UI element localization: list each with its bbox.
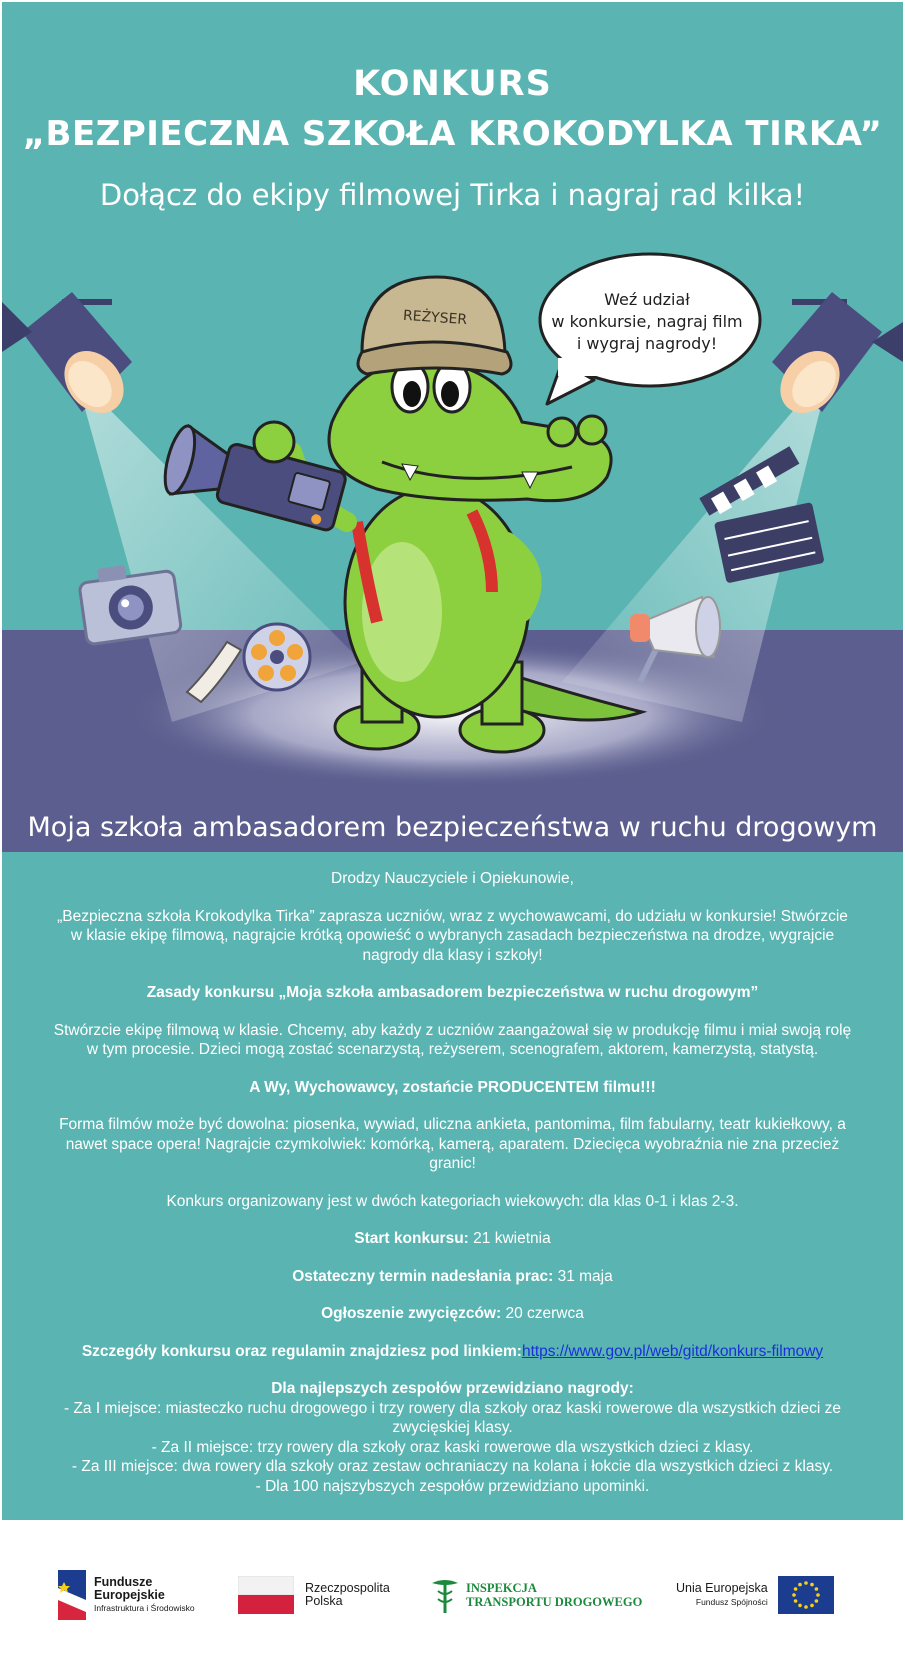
ue-line2: Fundusz Spójności bbox=[695, 1597, 768, 1607]
speech-bubble-text bbox=[547, 289, 747, 355]
contest-description bbox=[2, 852, 903, 1520]
start-value: 21 kwietnia bbox=[473, 1230, 551, 1247]
rules-text: Stwórzcie ekipę filmową w klasie. Chcemy, aby każdy z uczniów zaangażował się w produkcję filmu i miał swoją rolę w tym procesie. Dzieci mogą zostać scenarzystą, reżyserem, scenografem, aktorem, kamerzystą, statystą. bbox=[53, 1021, 852, 1058]
prize-item: - Za I miejsce: miasteczko ruchu drogowego i trzy rowery dla szkoły oraz kaski rowerowe dla wszystkich dzieci ze zwycięskiej klasy. bbox=[64, 1399, 841, 1436]
itd-line2: TRANSPORTU DROGOWEGO bbox=[466, 1595, 643, 1609]
contest-subtitle: Dołącz do ekipy filmowej Tirka i nagraj rad kilka! bbox=[99, 178, 806, 212]
results-value: 20 czerwca bbox=[505, 1305, 584, 1322]
speech-line: w konkursie, nagraj film bbox=[551, 312, 743, 331]
contest-banner bbox=[2, 2, 903, 852]
contest-slogan: Moja szkoła ambasadorem bezpieczeństwa w ruchu drogowym bbox=[27, 812, 878, 843]
categories-text: Konkurs organizowany jest w dwóch kategoriach wiekowych: dla klas 0-1 i klas 2-3. bbox=[166, 1192, 739, 1210]
contest-name: „BEZPIECZNA SZKOŁA KROKODYLKA TIRKA” bbox=[22, 114, 883, 154]
photo-camera-icon bbox=[77, 558, 181, 645]
fundusze-europejskie-logo bbox=[58, 1560, 195, 1630]
speech-line: i wygraj nagrody! bbox=[576, 334, 718, 353]
right-spotlight-icon bbox=[768, 292, 903, 425]
ue-line1: Unia Europejska bbox=[676, 1581, 768, 1595]
speech-line: Weź udział bbox=[604, 290, 690, 309]
start-date bbox=[50, 1229, 855, 1249]
left-spotlight-icon bbox=[2, 292, 136, 425]
deadline-date bbox=[50, 1267, 855, 1287]
deadline-label: Ostateczny termin nadesłania prac: bbox=[292, 1267, 554, 1285]
prizes-heading: Dla najlepszych zespołów przewidziano nagrody: bbox=[271, 1380, 634, 1397]
rules-heading: Zasady konkursu „Moja szkoła ambasadorem bezpieczeństwa w ruchu drogowym” bbox=[146, 984, 759, 1001]
intro-text: „Bezpieczna szkoła Krokodylka Tirka” zaprasza uczniów, wraz z wychowawcami, do udziału w konkursie! Stwórzcie w klasie ekipę filmową, nagrajcie krótką opowieść o wybranych zasadach bezpieczeństwa na drodze, wygrajcie nagrody dla klasy i szkoły! bbox=[57, 907, 848, 964]
crocodile-hand bbox=[254, 422, 294, 462]
prize-item: - Dla 100 najszybszych zespołów przewidziano upominki. bbox=[255, 1477, 650, 1495]
start-label: Start konkursu: bbox=[354, 1230, 469, 1247]
unia-europejska-logo bbox=[676, 1560, 834, 1630]
details-line bbox=[50, 1342, 855, 1362]
eu-flag-icon bbox=[778, 1576, 834, 1614]
greeting: Drodzy Nauczyciele i Opiekunowie, bbox=[331, 870, 574, 887]
regulations-link[interactable]: https://www.gov.pl/web/gitd/konkurs-filmowy bbox=[521, 1342, 824, 1360]
results-label: Ogłoszenie zwycięzców: bbox=[321, 1305, 502, 1322]
form-text: Forma filmów może być dowolna: piosenka, wywiad, uliczna ankieta, pantomima, film fabularny, teatr kukiełkowy, a nawet space opera! Nagrajcie czymkolwiek: komórką, kamerą, aparatem. Dziecięca wyobraźnia nie zna przecież granic! bbox=[59, 1116, 846, 1172]
rp-line2: Polska bbox=[305, 1594, 343, 1608]
contest-title: KONKURS bbox=[353, 64, 552, 104]
prize-item: - Za II miejsce: trzy rowery dla szkoły oraz kaski rowerowe dla wszystkich dzieci z klasy. bbox=[151, 1438, 754, 1456]
producer-line: A Wy, Wychowawcy, zostańcie PRODUCENTEM filmu!!! bbox=[249, 1078, 656, 1096]
prizes-section bbox=[50, 1379, 855, 1496]
sponsor-logos bbox=[0, 1560, 905, 1640]
details-label: Szczegóły konkursu oraz regulamin znajdziesz pod linkiem: bbox=[81, 1342, 522, 1360]
results-date bbox=[50, 1304, 855, 1324]
cap-label: REŻYSER bbox=[402, 307, 468, 329]
caduceus-icon bbox=[430, 1575, 460, 1615]
rp-line1: Rzeczpospolita bbox=[305, 1581, 390, 1595]
fe-line2: Europejskie bbox=[94, 1587, 165, 1602]
fe-line1: Fundusze bbox=[94, 1574, 153, 1589]
fe-flag-icon bbox=[58, 1570, 86, 1620]
rzeczpospolita-polska-logo bbox=[238, 1560, 390, 1630]
polish-flag-icon bbox=[238, 1576, 294, 1614]
itd-line1: INSPEKCJA bbox=[466, 1581, 537, 1595]
fe-line3: Infrastruktura i Środowisko bbox=[94, 1602, 195, 1613]
deadline-value: 31 maja bbox=[557, 1267, 613, 1285]
itd-logo bbox=[430, 1560, 642, 1630]
prize-item: - Za III miejsce: dwa rowery dla szkoły oraz zestaw ochraniaczy na kolana i łokcie dla wszystkich dzieci z klasy. bbox=[71, 1458, 834, 1475]
